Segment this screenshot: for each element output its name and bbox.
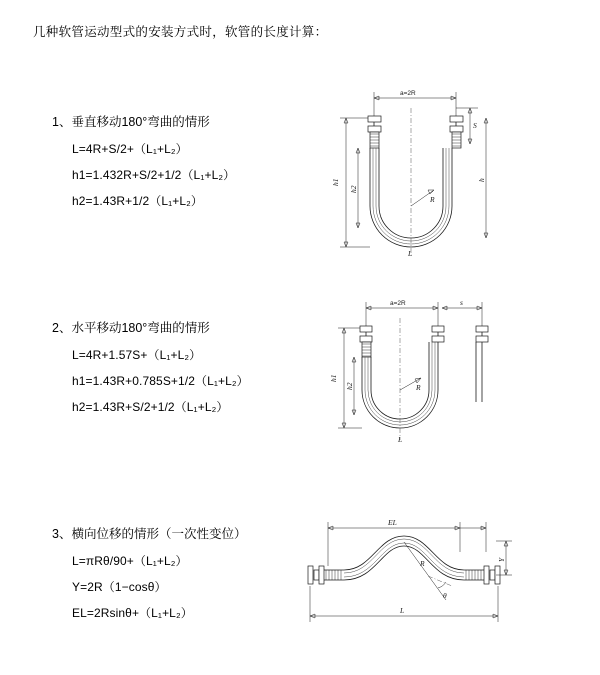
svg-text:h: h <box>477 178 486 182</box>
section-2-text <box>52 318 312 424</box>
section-3-title: 3、横向位移的情形（一次性变位） <box>52 527 247 541</box>
section-2-formula-1: L=4R+1.57S+（L₁+L₂） <box>72 348 202 362</box>
svg-text:a=2R: a=2R <box>400 90 416 97</box>
svg-text:L: L <box>408 249 413 258</box>
dim-L-bottom <box>407 249 412 258</box>
svg-text:R: R <box>416 383 421 392</box>
flange-middle <box>432 326 444 342</box>
section-1-formula-1: L=4R+S/2+（L₁+L₂） <box>72 142 188 156</box>
svg-text:a=2R: a=2R <box>390 300 406 307</box>
page-title: 几种软管运动型式的安装方式时，软管的长度计算： <box>33 25 328 39</box>
section-3-formula-2: Y=2R（1−cosθ） <box>72 580 167 594</box>
angle-radius-indicator <box>404 542 452 600</box>
figure-vertical-180-bend <box>318 78 518 268</box>
section-1-title: 1、垂直移动180°弯曲的情形 <box>52 115 210 129</box>
svg-text:h1: h1 <box>329 374 338 382</box>
radius-indicator <box>400 378 421 392</box>
svg-text:h2: h2 <box>349 185 358 193</box>
dim-h1-left <box>329 328 362 428</box>
svg-text:R: R <box>420 559 425 568</box>
dim-h1-left <box>331 118 370 247</box>
label-L: L <box>398 435 403 444</box>
dim-h2-inner <box>345 357 356 415</box>
svg-text:R: R <box>430 195 435 204</box>
hose-s-curve <box>344 536 464 580</box>
section-3-formula-1: L=πRθ/90+（L₁+L₂） <box>72 554 188 568</box>
svg-text:h1: h1 <box>331 178 340 186</box>
section-1-formula-2: h1=1.432R+S/2+1/2（L₁+L₂） <box>72 168 236 182</box>
svg-text:S: S <box>473 121 477 130</box>
section-3-text <box>52 524 312 630</box>
svg-text:L: L <box>400 606 405 615</box>
svg-text:Y: Y <box>497 557 506 562</box>
dim-L-bottom <box>310 586 498 622</box>
figure-horizontal-180-bend <box>318 290 518 460</box>
section-2-formula-2: h1=1.43R+0.785S+1/2（L₁+L₂） <box>72 374 249 388</box>
dim-h2-inner <box>349 148 360 228</box>
section-2-formula-3: h2=1.43R+S/2+1/2（L₁+L₂） <box>72 400 229 414</box>
svg-text:EL: EL <box>388 518 397 527</box>
svg-text:θ: θ <box>443 591 447 600</box>
section-3-formula-3: EL=2Rsinθ+（L₁+L₂） <box>72 606 193 620</box>
flange-left <box>360 326 372 357</box>
flange-right <box>476 326 488 402</box>
svg-text:h2: h2 <box>345 382 354 390</box>
radius-indicator <box>411 190 435 206</box>
svg-text:s: s <box>460 298 463 307</box>
section-1-formula-3: h2=1.43R+1/2（L₁+L₂） <box>72 194 204 208</box>
dim-top-a <box>366 300 438 332</box>
figure-lateral-offset <box>300 508 520 638</box>
section-1-text <box>52 112 312 218</box>
flange-right <box>464 566 500 584</box>
flange-right-top <box>450 116 463 148</box>
section-2-title: 2、水平移动180°弯曲的情形 <box>52 321 210 335</box>
dim-top <box>374 90 456 118</box>
dim-h-right <box>477 118 488 238</box>
flange-left-top <box>368 116 381 148</box>
flange-left <box>308 566 344 584</box>
dim-EL-top <box>328 518 486 566</box>
